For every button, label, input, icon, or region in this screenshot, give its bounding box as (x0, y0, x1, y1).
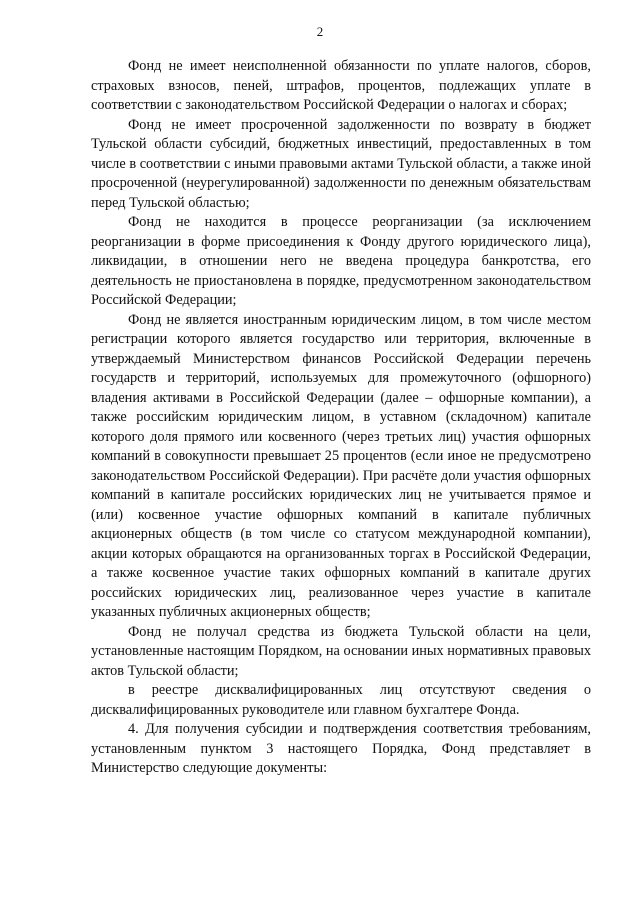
paragraph-disqualified-register: в реестре дисквалифицированных лиц отсутствуют сведения о дисквалифицированных руководителе или главном бухгалтере Фонда. (91, 682, 591, 718)
paragraph-debts: Фонд не имеет просроченной задолженности по возврату в бюджет Тульской области субсидий, бюджетных инвестиций, предоставленных в том числе в соответствии с иными правовыми актами Тульской области, а также иной просроченной (неурегулированной) задолженности по денежным обязательствам перед Тульской областью; (91, 116, 591, 211)
page-number: 2 (316, 24, 324, 39)
paragraph-offshore: Фонд не является иностранным юридическим лицом, в том числе местом регистрации которого является государство или территория, включенные в утверждаемый Министерством финансов Российской Федерации перечень государств и территорий, используемых для промежуточного (офшорного) владения активами в Российской Федерации (далее – офшорные компании), а также российским юридическим лицом, в уставном (складочном) капитале которого доля прямого или косвенного (через третьих лиц) участия офшорных компаний в совокупности превышает 25 процентов (если иное не предусмотрено законодательством Российской Федерации). При расчёте доли участия офшорных компаний в капитале российских юридических лиц не учитывается прямое и (или) косвенное участие офшорных компаний в капитале публичных акционерных обществ (в том числе со статусом международной компании), акции которых обращаются на организованных торгах в Российской Федерации, а также косвенное участие таких офшорных компаний в капитале других российских юридических лиц, реализованное через участие в капитале указанных публичных акционерных обществ; (91, 311, 591, 620)
paragraph-reorganization: Фонд не находится в процессе реорганизации (за исключением реорганизации в форме присоединения к Фонду другого юридического лица), ликвидации, в отношении него не введена процедура банкротства, его деятельность не приостановлена в порядке, предусмотренном законодательством Российской Федерации; (91, 214, 591, 308)
paragraph-budget-funds: Фонд не получал средства из бюджета Тульской области на цели, установленные настоящим Порядком, на основании иных нормативных правовых актов Тульской области; (91, 623, 591, 679)
document-body (91, 57, 591, 779)
paragraph-documents-clause-4: 4. Для получения субсидии и подтверждения соответствия требованиям, установленным пунктом 3 настоящего Порядка, Фонд представляет в Министерство следующие документы: (91, 721, 591, 776)
paragraph-taxes: Фонд не имеет неисполненной обязанности по уплате налогов, сборов, страховых взносов, пеней, штрафов, процентов, подлежащих уплате в соответствии с законодательством Российской Федерации о налогах и сборах; (91, 58, 591, 113)
